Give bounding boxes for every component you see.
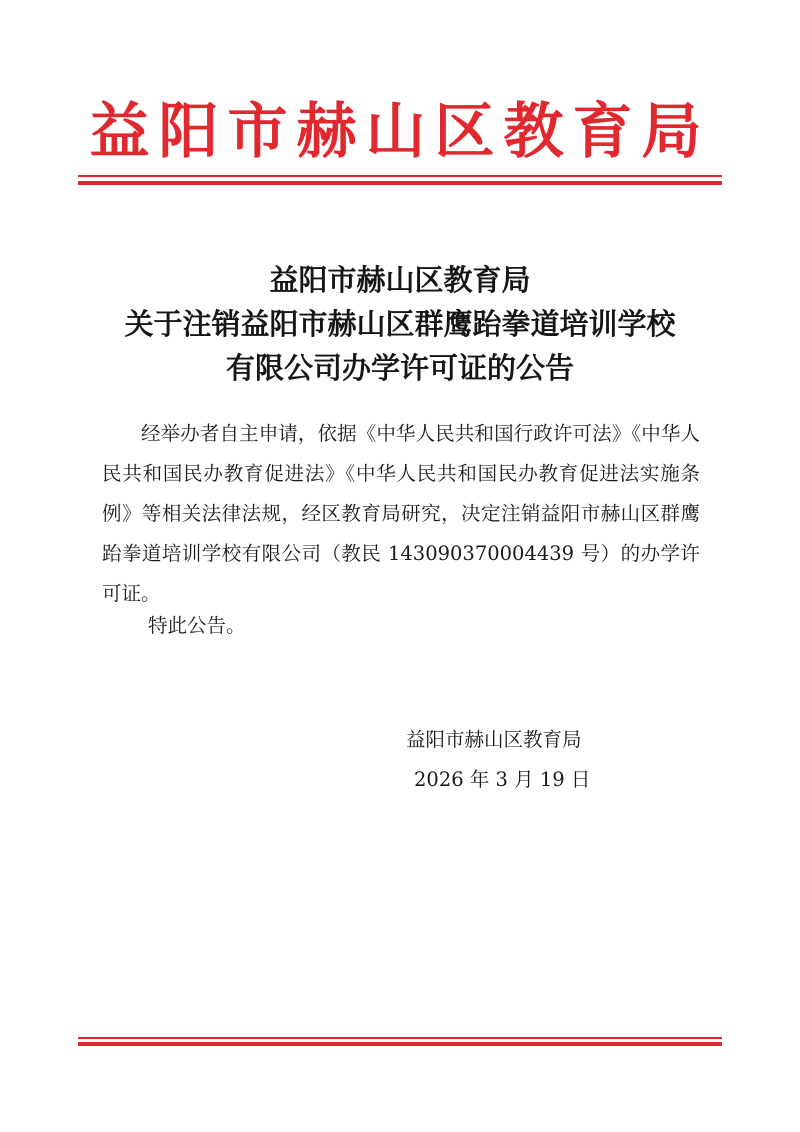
notice-title-line-3: 有限公司办学许可证的公告 (225, 351, 574, 385)
notice-body-paragraph: 经举办者自主申请，依据《中华人民共和国行政许可法》《中华人民共和国民办教育促进法》《中华人民共和国民办教育促进法实施条例》等相关法律法规，经区教育局研究，决定注销益阳市赫山区群鹰跆拳道培训学校有限公司（教民 143090370004439 号）的办学许可证。 (102, 422, 700, 605)
notice-title-line-1: 益阳市赫山区教育局 (269, 263, 531, 297)
signature-date: 2026 年 3 月 19 日 (414, 768, 591, 791)
notice-title-line-2: 关于注销益阳市赫山区群鹰跆拳道培训学校 (124, 307, 676, 341)
footer-rule-thick (78, 1042, 722, 1046)
signature-organization: 益阳市赫山区教育局 (406, 728, 582, 751)
letterhead-title: 益阳市赫山区教育局 (89, 97, 711, 167)
letterhead-rule-thick (78, 181, 722, 185)
letterhead-rule-thin (78, 175, 722, 177)
notice-body (102, 414, 700, 614)
footer-rule-thin (78, 1037, 722, 1039)
notice-title (0, 258, 800, 390)
notice-closing: 特此公告。 (148, 614, 246, 637)
